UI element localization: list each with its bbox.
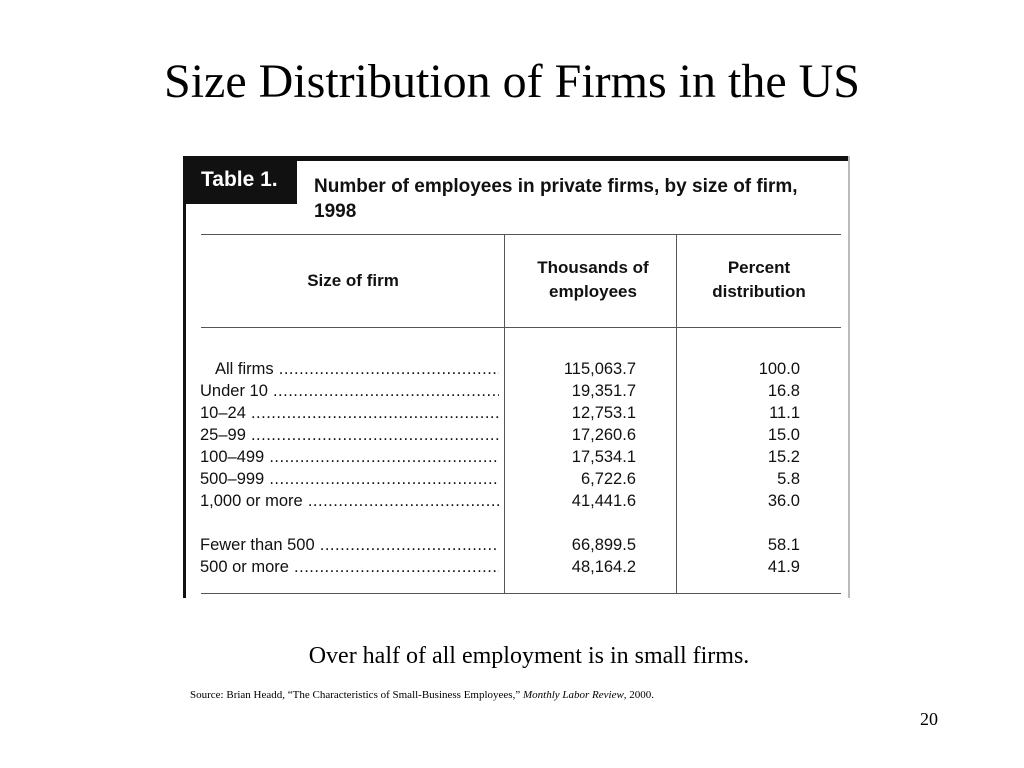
row-percent: 15.2 (767, 448, 800, 466)
row-label: Under 10 ..... (200, 380, 499, 402)
row-thousands: 115,063.7 (563, 360, 636, 378)
table-row (200, 468, 820, 490)
row-thousands: 17,534.1 (571, 448, 636, 466)
table-figure (183, 156, 850, 598)
header-bottom-rule (201, 327, 841, 328)
row-label: 25–99 ..... (200, 424, 499, 446)
table-body (200, 358, 820, 578)
row-label: 1,000 or more ..... (200, 490, 499, 512)
row-label: 500 or more ..... (200, 556, 499, 578)
table-row (200, 358, 820, 380)
row-percent: 41.9 (767, 558, 800, 576)
column-header-thousands: Thousands of employees (537, 258, 649, 301)
table-right-rule (848, 156, 850, 598)
source-journal: Monthly Labor Review (522, 689, 624, 701)
column-header-percent: Percent distribution (712, 258, 806, 301)
column-header-size: Size of firm (307, 271, 399, 290)
row-thousands: 19,351.7 (571, 382, 636, 400)
row-percent: 5.8 (777, 470, 800, 488)
row-thousands: 66,899.5 (571, 536, 636, 554)
table-row (200, 490, 820, 512)
table-row (200, 380, 820, 402)
source-citation (190, 688, 654, 702)
page-number: 20 (920, 709, 938, 729)
table-bottom-rule (201, 593, 841, 594)
source-prefix: Source: Brian Headd, “The Characteristics of Small-Business Employees,” (190, 689, 523, 701)
row-percent: 15.0 (767, 426, 800, 444)
table-left-rule (183, 156, 186, 598)
row-percent: 16.8 (767, 382, 800, 400)
slide-subtitle: Over half of all employment is in small firms. (308, 643, 750, 669)
table-row (200, 556, 820, 578)
table-row (200, 446, 820, 468)
row-thousands: 41,441.6 (571, 492, 636, 510)
row-label: 10–24 ..... (200, 402, 499, 424)
table-row (200, 534, 820, 556)
table-row (200, 424, 820, 446)
row-thousands: 12,753.1 (571, 404, 636, 422)
row-percent: 36.0 (767, 492, 800, 510)
table-caption: Number of employees in private firms, by size of firm, 1998 (314, 176, 798, 222)
table-row (200, 402, 820, 424)
row-thousands: 6,722.6 (580, 470, 636, 488)
table-label: Table 1. (183, 156, 297, 204)
header-top-rule (201, 234, 841, 235)
row-label: Fewer than 500 ..... (200, 534, 499, 556)
row-label: 100–499 ..... (200, 446, 499, 468)
row-thousands: 17,260.6 (571, 426, 636, 444)
row-percent: 100.0 (758, 360, 800, 378)
row-thousands: 48,164.2 (571, 558, 636, 576)
row-label: 500–999 ..... (200, 468, 499, 490)
row-label: All firms ..... (200, 358, 499, 380)
row-percent: 11.1 (769, 404, 800, 422)
row-percent: 58.1 (767, 536, 800, 554)
source-suffix: , 2000. (623, 689, 655, 701)
slide-title: Size Distribution of Firms in the US (164, 55, 860, 108)
